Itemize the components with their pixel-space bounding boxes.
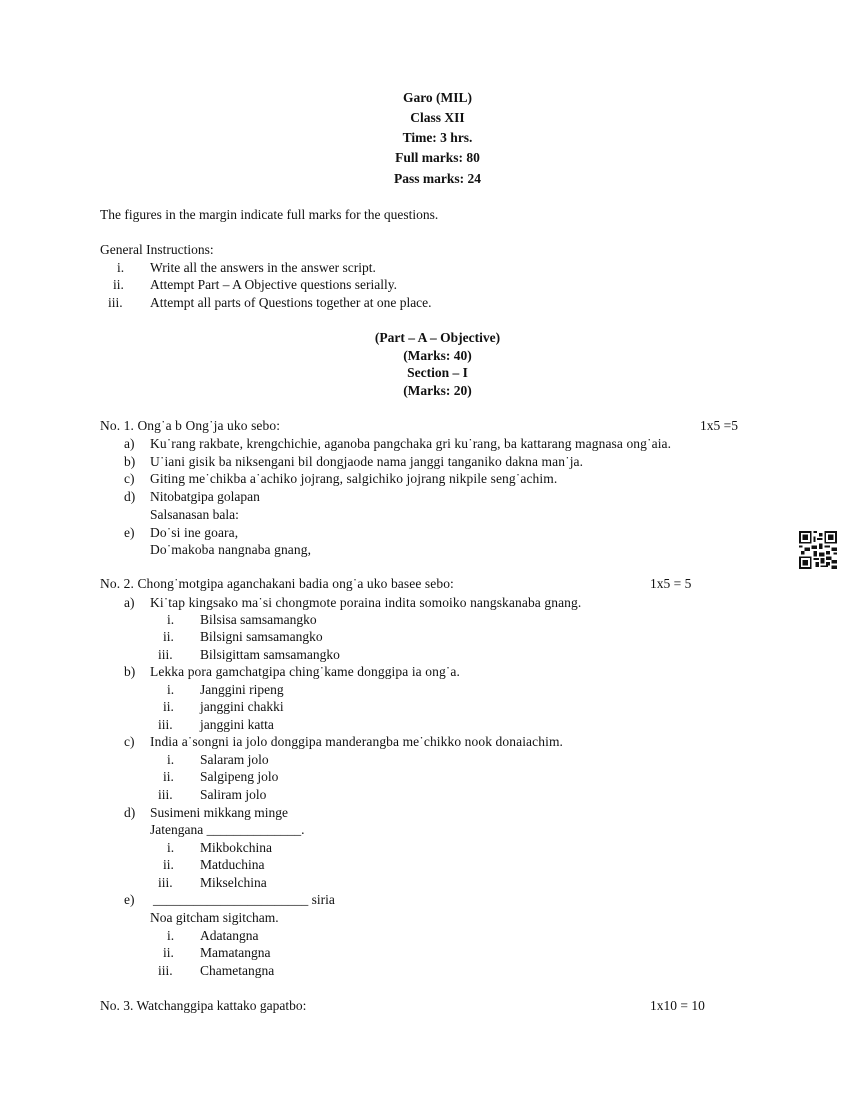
part-text: Jatengana ______________. (150, 822, 305, 837)
option-text: janggini chakki (200, 699, 284, 714)
instruction-text: Write all the answers in the answer script. (150, 260, 376, 275)
option-text: Salgipeng jolo (200, 769, 279, 784)
question-marks: 1x5 = 5 (650, 576, 692, 591)
part-text: Do˙si ine goara, (150, 525, 239, 540)
part-letter: b) (124, 664, 136, 679)
part-text: Do˙makoba nangnaba gnang, (150, 542, 312, 557)
option-num: ii. (163, 629, 174, 644)
time-label: Time: 3 hrs. (402, 130, 473, 145)
instruction-text: Attempt Part – A Objective questions serially. (150, 277, 397, 292)
option-num: i. (167, 612, 175, 627)
option-num: iii. (158, 787, 173, 802)
part-letter: a) (124, 436, 135, 451)
part-letter: d) (124, 805, 136, 820)
instruction-num: ii. (113, 277, 124, 292)
option-text: Mamatangna (200, 945, 271, 960)
marks-note: The figures in the margin indicate full marks for the questions. (100, 207, 439, 222)
part-letter: d) (124, 489, 136, 504)
option-num: ii. (163, 769, 174, 784)
part-title: (Part – A – Objective) (374, 330, 501, 345)
part-text: _______________________ siria (153, 892, 335, 907)
option-text: Matduchina (200, 857, 265, 872)
instructions-title: General Instructions: (100, 242, 214, 257)
part-letter: c) (124, 734, 135, 749)
qr-code-icon (799, 531, 837, 569)
option-num: iii. (158, 875, 173, 890)
option-num: i. (167, 682, 175, 697)
section-title: Section – I (407, 365, 468, 380)
option-num: iii. (158, 717, 173, 732)
option-text: Janggini ripeng (200, 682, 284, 697)
full-marks-label: Full marks: 80 (395, 150, 480, 165)
part-text: Noa gitcham sigitcham. (150, 910, 279, 925)
option-num: ii. (163, 699, 174, 714)
option-num: i. (167, 928, 175, 943)
class-label: Class XII (410, 110, 465, 125)
question-marks: 1x5 =5 (700, 418, 738, 433)
question-label: No. 1. Ong˙a b Ong˙ja uko sebo: (100, 418, 281, 433)
part-text: Ki˙tap kingsako ma˙si chongmote poraina indita somoiko nangskanaba gnang. (150, 595, 582, 610)
pass-marks-label: Pass marks: 24 (394, 171, 481, 186)
part-text: India a˙songni ia jolo donggipa manderangba me˙chikko nook donaiachim. (150, 734, 564, 749)
subject-title: Garo (MIL) (402, 90, 473, 105)
question-marks: 1x10 = 10 (650, 998, 705, 1013)
part-text: Susimeni mikkang minge (150, 805, 288, 820)
section-marks: (Marks: 20) (403, 383, 472, 398)
option-text: janggini katta (200, 717, 274, 732)
option-num: iii. (158, 963, 173, 978)
part-text: Lekka pora gamchatgipa ching˙kame donggipa ia ong˙a. (150, 664, 460, 679)
option-num: iii. (158, 647, 173, 662)
option-num: ii. (163, 945, 174, 960)
option-text: Salaram jolo (200, 752, 269, 767)
part-text: Nitobatgipa golapan (150, 489, 260, 504)
option-text: Chametangna (200, 963, 275, 978)
option-text: Mikbokchina (200, 840, 272, 855)
instruction-num: i. (117, 260, 125, 275)
option-num: i. (167, 840, 175, 855)
option-text: Saliram jolo (200, 787, 267, 802)
part-text: U˙iani gisik ba niksengani bil dongjaode nama janggi tanganiko dakna man˙ja. (150, 454, 584, 469)
question-label: No. 2. Chong˙motgipa aganchakani badia ong˙a uko basee sebo: (100, 576, 454, 591)
option-text: Bilsigni samsamangko (200, 629, 323, 644)
part-letter: e) (124, 892, 135, 907)
instruction-num: iii. (108, 295, 123, 310)
part-text: Salsanasan bala: (150, 507, 239, 522)
option-text: Mikselchina (200, 875, 267, 890)
option-text: Adatangna (200, 928, 259, 943)
part-text: Giting me˙chikba a˙achiko jojrang, salgichiko jojrang nikpile seng˙achim. (150, 471, 558, 486)
part-letter: b) (124, 454, 136, 469)
part-marks: (Marks: 40) (403, 348, 472, 363)
part-text: Ku˙rang rakbate, krengchichie, aganoba pangchaka gri ku˙rang, ba kattarang magnasa ong˙aia. (150, 436, 672, 451)
option-text: Bilsisa samsamangko (200, 612, 317, 627)
instruction-text: Attempt all parts of Questions together at one place. (150, 295, 432, 310)
part-letter: e) (124, 525, 135, 540)
question-label: No. 3. Watchanggipa kattako gapatbo: (100, 998, 307, 1013)
part-letter: a) (124, 595, 135, 610)
part-letter: c) (124, 471, 135, 486)
option-num: i. (167, 752, 175, 767)
option-num: ii. (163, 857, 174, 872)
option-text: Bilsigittam samsamangko (200, 647, 340, 662)
